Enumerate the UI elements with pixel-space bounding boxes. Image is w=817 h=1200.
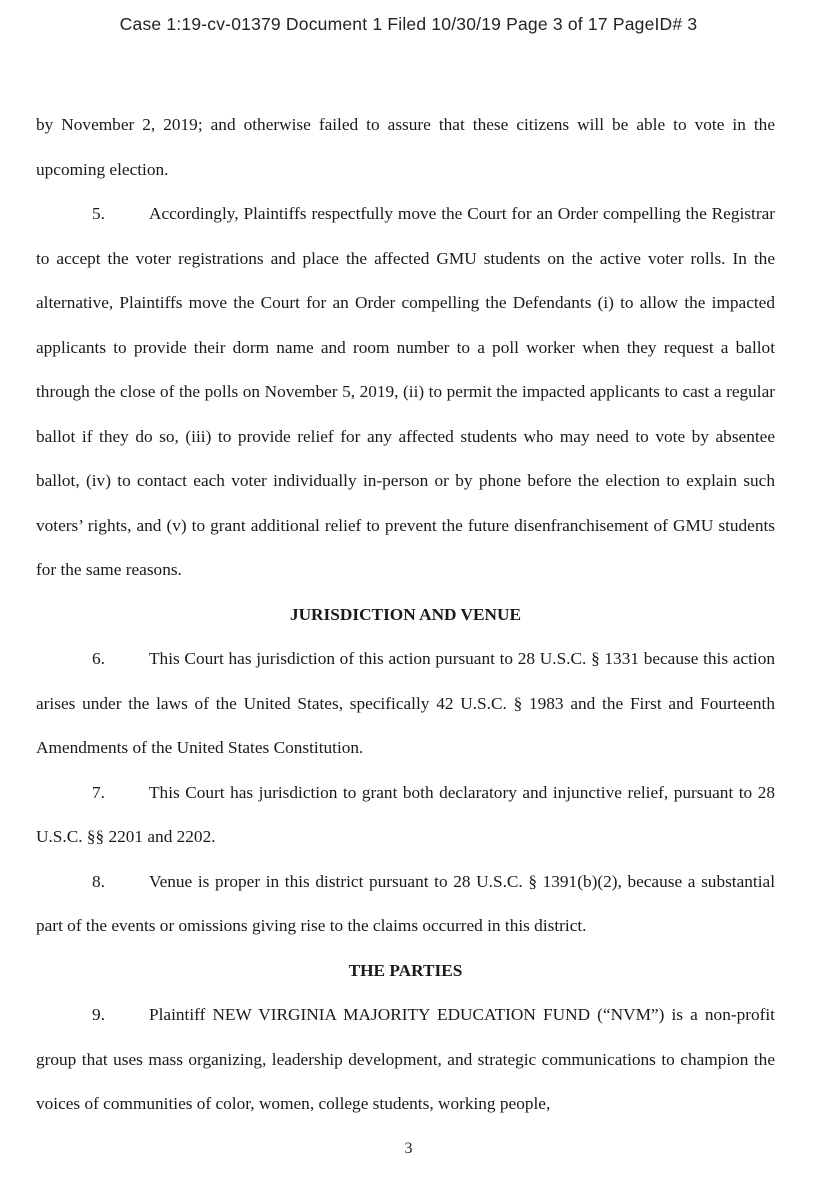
paragraph-8 (36, 860, 775, 949)
paragraph-number: 7. (92, 782, 105, 802)
section-heading-parties: THE PARTIES (348, 960, 463, 980)
paragraph-continuation: by November 2, 2019; and otherwise failed to assure that these citizens will be able to vote in the upcoming election. (36, 115, 775, 179)
case-header: Case 1:19-cv-01379 Document 1 Filed 10/30/19 Page 3 of 17 PageID# 3 (119, 14, 698, 34)
paragraph-9 (36, 993, 775, 1127)
paragraph-text: This Court has jurisdiction to grant both declaratory and injunctive relief, pursuant to 28 U.S.C. §§ 2201 and 2202. (36, 782, 775, 846)
paragraph-5 (36, 192, 775, 593)
document-body (36, 103, 775, 1127)
paragraph-6 (36, 637, 775, 771)
paragraph-7 (36, 771, 775, 860)
paragraph-text: This Court has jurisdiction of this action pursuant to 28 U.S.C. § 1331 because this action arises under the laws of the United States, specifically 42 U.S.C. § 1983 and the First and Fourteenth Amendments of the United States Constitution. (36, 649, 775, 757)
paragraph-number: 6. (92, 649, 105, 668)
paragraph-text: Plaintiff NEW VIRGINIA MAJORITY EDUCATION FUND (“NVM”) is a non-profit group that uses mass organizing, leadership development, and strategic communications to champion the voices of communities of color, women, college students, working people, (36, 1005, 775, 1113)
paragraph-number: 9. (92, 1005, 105, 1024)
section-heading-jurisdiction: JURISDICTION AND VENUE (289, 604, 522, 624)
paragraph-text: Accordingly, Plaintiffs respectfully move the Court for an Order compelling the Registrar to accept the voter registrations and place the affected GMU students on the active voter rolls. In the alternative, Plaintiffs move the Court for an Order compelling the Defendants (i) to allow the impacted applicants to provide their dorm name and room number to a poll worker when they request a ballot through the close of the polls on November 5, 2019, (ii) to permit the impacted applicants to cast a regular ballot if they do so, (iii) to provide relief for any affected students who may need to vote by absentee ballot, (iv) to contact each voter individually in-person or by phone before the election to explain such voters’ rights, and (v) to grant additional relief to prevent the future disenfranchisement of GMU students for the same reasons. (36, 204, 775, 579)
page-number: 3 (404, 1140, 413, 1157)
paragraph-text: Venue is proper in this district pursuant to 28 U.S.C. § 1391(b)(2), because a substantial part of the events or omissions giving rise to the claims occurred in this district. (36, 871, 775, 935)
paragraph-number: 8. (92, 871, 105, 891)
paragraph-number: 5. (92, 204, 105, 223)
